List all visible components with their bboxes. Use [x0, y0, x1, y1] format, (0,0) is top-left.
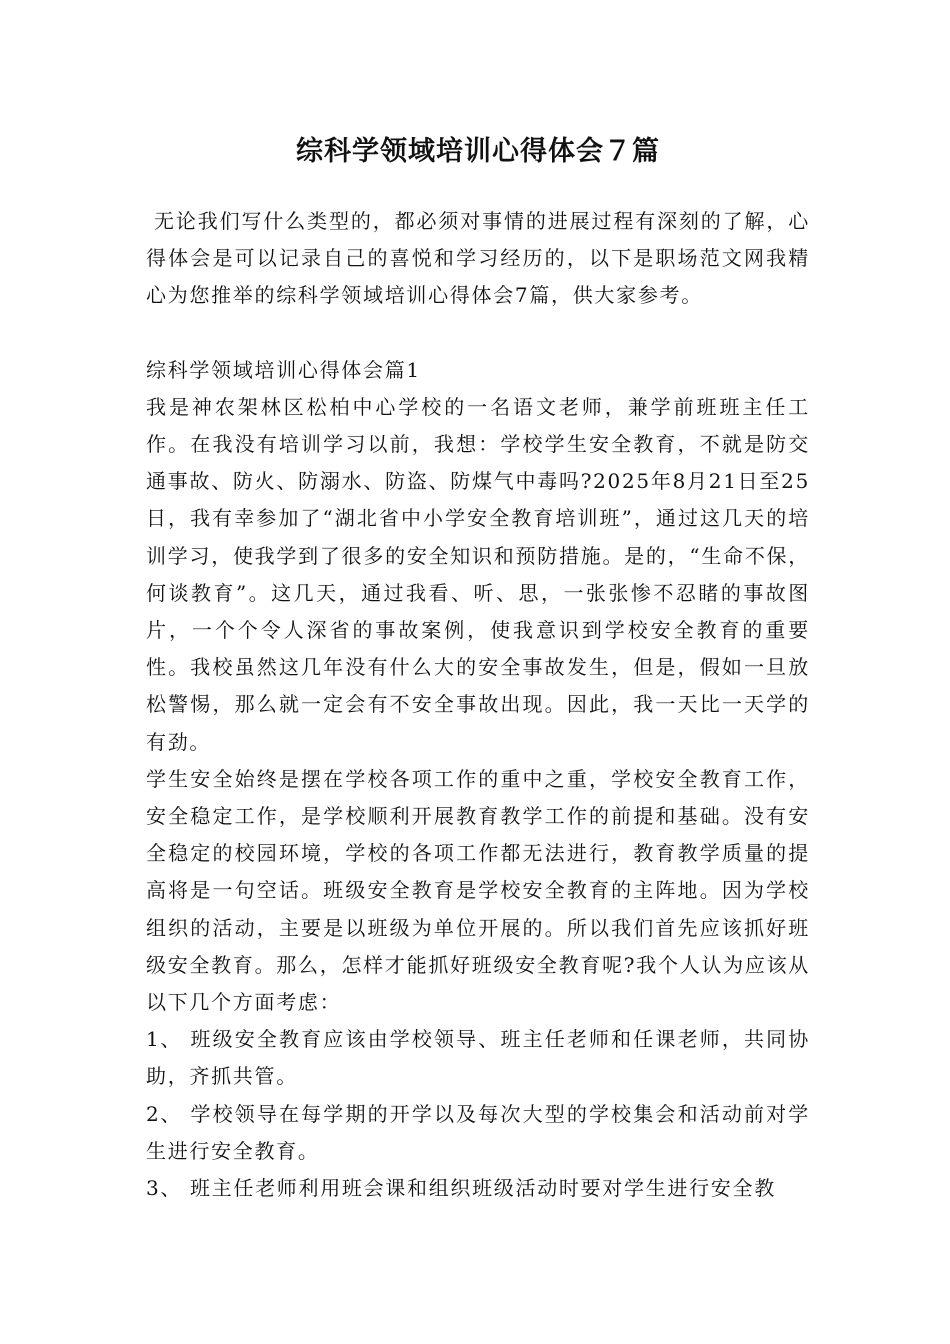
list-item-text: 班主任老师利用班会课和组织班级活动时要对学生进行安全教	[190, 1176, 776, 1201]
list-item-3	[146, 1170, 810, 1207]
list-item-text: 学校领导在每学期的开学以及每次大型的学校集会和活动前对学生进行安全教育。	[146, 1101, 810, 1163]
section-heading: 综科学领域培训心得体会篇1	[146, 357, 421, 382]
list-item-1	[146, 1021, 810, 1095]
list-item-number: 1、	[146, 1027, 183, 1052]
intro-paragraph: 无论我们写什么类型的，都必须对事情的进展过程有深刻的了解，心得体会是可以记录自己的喜悦和学习经历的，以下是职场范文网我精心为您推举的综科学领域培训心得体会7篇，供大家参考。	[146, 209, 810, 308]
list-item-text: 班级安全教育应该由学校领导、班主任老师和任课老师，共同协助，齐抓共管。	[146, 1027, 810, 1089]
list-item-2	[146, 1096, 810, 1170]
document-title: 综科学领域培训心得体会７篇	[296, 136, 660, 167]
body-paragraph-1: 我是神农架林区松柏中心学校的一名语文老师，兼学前班班主任工作。在我没有培训学习以前，我想：学校学生安全教育，不就是防交通事故、防火、防溺水、防盗、防煤气中毒吗?2025年8月21日至25日，我有幸参加了“湖北省中小学安全教育培训班”，通过这几天的培训学习，使我学到了很多的安全知识和预防措施。是的，“生命不保，何谈教育”。这几天，通过我看、听、思，一张张惨不忍睹的事故图片，一个个令人深省的事故案例，使我意识到学校安全教育的重要性。我校虽然这几年没有什么大的安全事故发生，但是，假如一旦放松警惕，那么就一定会有不安全事故出现。因此，我一天比一天学的有劲。	[146, 394, 810, 754]
document-body	[146, 128, 810, 1207]
body-paragraph-2: 学生安全始终是摆在学校各项工作的重中之重，学校安全教育工作，安全稳定工作，是学校顺利开展教育教学工作的前提和基础。没有安全稳定的校园环境，学校的各项工作都无法进行，教育教学质量的提高将是一句空话。班级安全教育是学校安全教育的主阵地。因为学校组织的活动，主要是以班级为单位开展的。所以我们首先应该抓好班级安全教育。那么，怎样才能抓好班级安全教育呢?我个人认为应该从以下几个方面考虑：	[146, 766, 810, 1015]
list-item-number: 3、	[146, 1176, 183, 1201]
list-item-number: 2、	[146, 1101, 183, 1126]
